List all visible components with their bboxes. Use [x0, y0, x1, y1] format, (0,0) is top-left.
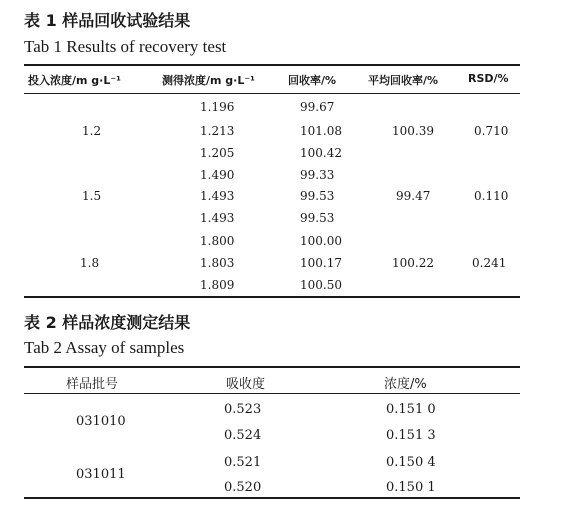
table1-avg-cell: 100.39	[392, 124, 434, 138]
table1-header-rule	[24, 93, 520, 94]
table1-rsd-cell: 0.710	[474, 124, 509, 138]
table1-header-avg: 平均回收率/%	[368, 74, 439, 87]
table1-title-en: Tab 1 Results of recovery test	[24, 37, 227, 56]
table1-top-rule	[24, 64, 520, 66]
table1-recovery-cell: 99.53	[300, 189, 335, 203]
table1-rsd-cell: 0.110	[474, 189, 509, 203]
table1-input-cell: 1.5	[82, 189, 102, 203]
table1-measured-cell: 1.213	[200, 124, 235, 138]
table2-header-batch: 样品批号	[66, 377, 119, 392]
table1-recovery-cell: 101.08	[300, 124, 342, 138]
table1-measured-cell: 1.205	[200, 146, 235, 160]
table1-recovery-cell: 100.50	[300, 278, 342, 292]
table1-recovery-cell: 99.33	[300, 168, 335, 182]
table2-header-concentration: 浓度/%	[384, 377, 427, 392]
table1-header-recovery: 回收率/%	[288, 74, 337, 87]
table1-measured-cell: 1.493	[200, 189, 235, 203]
table1-avg-cell: 99.47	[396, 189, 431, 203]
table2-concentration-cell: 0.151 3	[386, 428, 436, 443]
table2-top-rule	[24, 366, 520, 368]
table2-title-cn: 表 2 样品浓度测定结果	[24, 313, 191, 332]
table1-header-input: 投入浓度/m g·L⁻¹	[28, 74, 121, 87]
table1-rsd-cell: 0.241	[472, 256, 507, 270]
table1-measured-cell: 1.809	[200, 278, 235, 292]
table2-batch-cell: 031011	[76, 467, 126, 482]
table2-absorbance-cell: 0.521	[224, 455, 262, 470]
table1-measured-cell: 1.490	[200, 168, 235, 182]
table1-header-rsd: RSD/%	[468, 72, 509, 85]
table2-bottom-rule	[24, 497, 520, 499]
table1-avg-cell: 100.22	[392, 256, 434, 270]
table1-recovery-cell: 100.17	[300, 256, 342, 270]
table1-recovery-cell: 99.53	[300, 211, 335, 225]
table1-recovery-cell: 99.67	[300, 100, 335, 114]
table2-header-rule	[24, 393, 520, 394]
table1-recovery-cell: 100.00	[300, 234, 342, 248]
table1-measured-cell: 1.493	[200, 211, 235, 225]
table1-measured-cell: 1.800	[200, 234, 235, 248]
table1-recovery-cell: 100.42	[300, 146, 342, 160]
table2-concentration-cell: 0.150 1	[386, 480, 436, 495]
table2-header-absorbance: 吸收度	[226, 377, 266, 392]
table1-measured-cell: 1.196	[200, 100, 235, 114]
table2-concentration-cell: 0.150 4	[386, 455, 436, 470]
table1-input-cell: 1.8	[80, 256, 100, 270]
table2-batch-cell: 031010	[76, 414, 126, 429]
table2-concentration-cell: 0.151 0	[386, 402, 436, 417]
table1-input-cell: 1.2	[82, 124, 102, 138]
table1-title-cn: 表 1 样品回收试验结果	[24, 11, 191, 30]
table2-absorbance-cell: 0.524	[224, 428, 262, 443]
table2-absorbance-cell: 0.523	[224, 402, 262, 417]
table1-measured-cell: 1.803	[200, 256, 235, 270]
table2-absorbance-cell: 0.520	[224, 480, 262, 495]
table1-bottom-rule	[24, 296, 520, 298]
table1-header-measured: 测得浓度/m g·L⁻¹	[162, 74, 255, 87]
table2-title-en: Tab 2 Assay of samples	[24, 338, 185, 357]
